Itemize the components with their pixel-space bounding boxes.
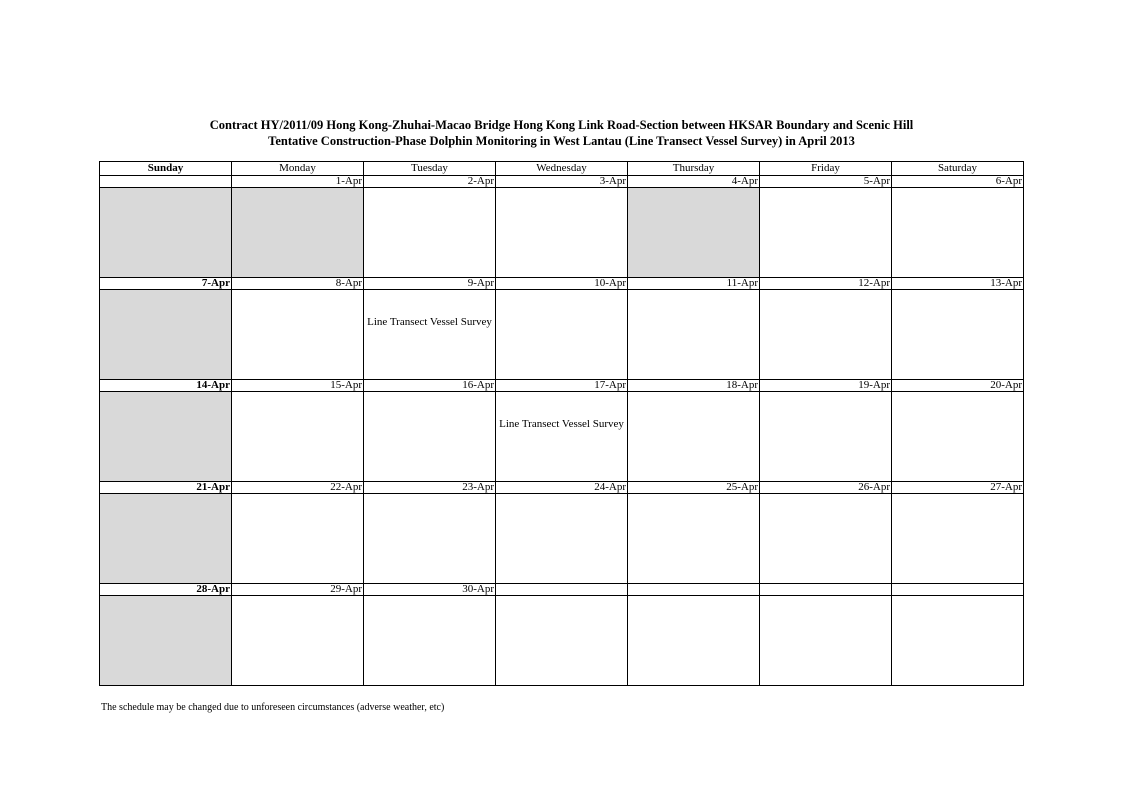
day-cell [496,392,628,482]
date-cell: 17-Apr [496,380,628,392]
day-cell-shaded [100,392,232,482]
week-2-dates [100,278,1024,290]
day-cell [232,290,364,380]
date-cell: 10-Apr [496,278,628,290]
day-cell-shaded [100,188,232,278]
week-3-dates [100,380,1024,392]
date-cell: 24-Apr [496,482,628,494]
weekday-wednesday: Wednesday [496,162,628,176]
date-cell: 2-Apr [364,176,496,188]
day-cell [232,392,364,482]
day-cell [496,494,628,584]
title-line-1: Contract HY/2011/09 Hong Kong-Zhuhai-Macao Bridge Hong Kong Link Road-Section between HKSAR Boundary and Scenic Hill [209,118,914,132]
date-cell: 7-Apr [100,278,232,290]
day-cell [232,494,364,584]
title-line-2: Tentative Construction-Phase Dolphin Monitoring in West Lantau (Line Transect Vessel Survey) in April 2013 [268,134,855,148]
weekday-header-row [100,162,1024,176]
day-cell [760,494,892,584]
date-cell: 21-Apr [100,482,232,494]
week-3-body [100,392,1024,482]
day-cell-shaded [100,290,232,380]
date-cell: 5-Apr [760,176,892,188]
week-4-body [100,494,1024,584]
weekday-tuesday: Tuesday [364,162,496,176]
day-cell [892,290,1024,380]
date-cell: 22-Apr [232,482,364,494]
day-cell [364,494,496,584]
week-5-body [100,596,1024,686]
date-cell: 29-Apr [232,584,364,596]
day-cell [628,290,760,380]
week-1-body [100,188,1024,278]
date-cell: 25-Apr [628,482,760,494]
date-cell: 6-Apr [892,176,1024,188]
weekday-friday: Friday [760,162,892,176]
date-cell: 3-Apr [496,176,628,188]
date-cell: 28-Apr [100,584,232,596]
week-5-dates [100,584,1024,596]
date-cell: 14-Apr [100,380,232,392]
date-cell: 18-Apr [628,380,760,392]
date-cell [760,584,892,596]
date-cell: 16-Apr [364,380,496,392]
day-cell-shaded [100,494,232,584]
day-cell [760,392,892,482]
calendar-table [99,161,1024,686]
event-label: Line Transect Vessel Survey [367,316,492,328]
date-cell: 23-Apr [364,482,496,494]
day-cell [496,290,628,380]
day-cell [628,596,760,686]
date-cell: 20-Apr [892,380,1024,392]
date-cell: 13-Apr [892,278,1024,290]
day-cell [892,392,1024,482]
event-label: Line Transect Vessel Survey [499,418,624,430]
day-cell-shaded [232,188,364,278]
date-cell: 15-Apr [232,380,364,392]
day-cell [628,494,760,584]
day-cell [892,188,1024,278]
date-cell: 26-Apr [760,482,892,494]
weekday-sunday: Sunday [100,162,232,176]
day-cell-shaded [100,596,232,686]
date-cell [892,584,1024,596]
day-cell [628,392,760,482]
date-cell: 30-Apr [364,584,496,596]
day-cell [760,290,892,380]
week-4-dates [100,482,1024,494]
day-cell [232,596,364,686]
week-2-body [100,290,1024,380]
date-cell: 9-Apr [364,278,496,290]
schedule-footnote: The schedule may be changed due to unforeseen circumstances (adverse weather, etc) [101,702,445,713]
day-cell [892,494,1024,584]
day-cell [496,596,628,686]
day-cell-shaded [628,188,760,278]
date-cell [100,176,232,188]
date-cell: 11-Apr [628,278,760,290]
page-title [0,117,1123,149]
weekday-saturday: Saturday [892,162,1024,176]
weekday-thursday: Thursday [628,162,760,176]
week-1-dates [100,176,1024,188]
day-cell [364,392,496,482]
day-cell [364,188,496,278]
date-cell [628,584,760,596]
weekday-monday: Monday [232,162,364,176]
date-cell: 8-Apr [232,278,364,290]
date-cell: 27-Apr [892,482,1024,494]
day-cell [364,290,496,380]
date-cell [496,584,628,596]
day-cell [892,596,1024,686]
date-cell: 12-Apr [760,278,892,290]
date-cell: 1-Apr [232,176,364,188]
date-cell: 19-Apr [760,380,892,392]
day-cell [760,596,892,686]
day-cell [364,596,496,686]
date-cell: 4-Apr [628,176,760,188]
day-cell [760,188,892,278]
day-cell [496,188,628,278]
